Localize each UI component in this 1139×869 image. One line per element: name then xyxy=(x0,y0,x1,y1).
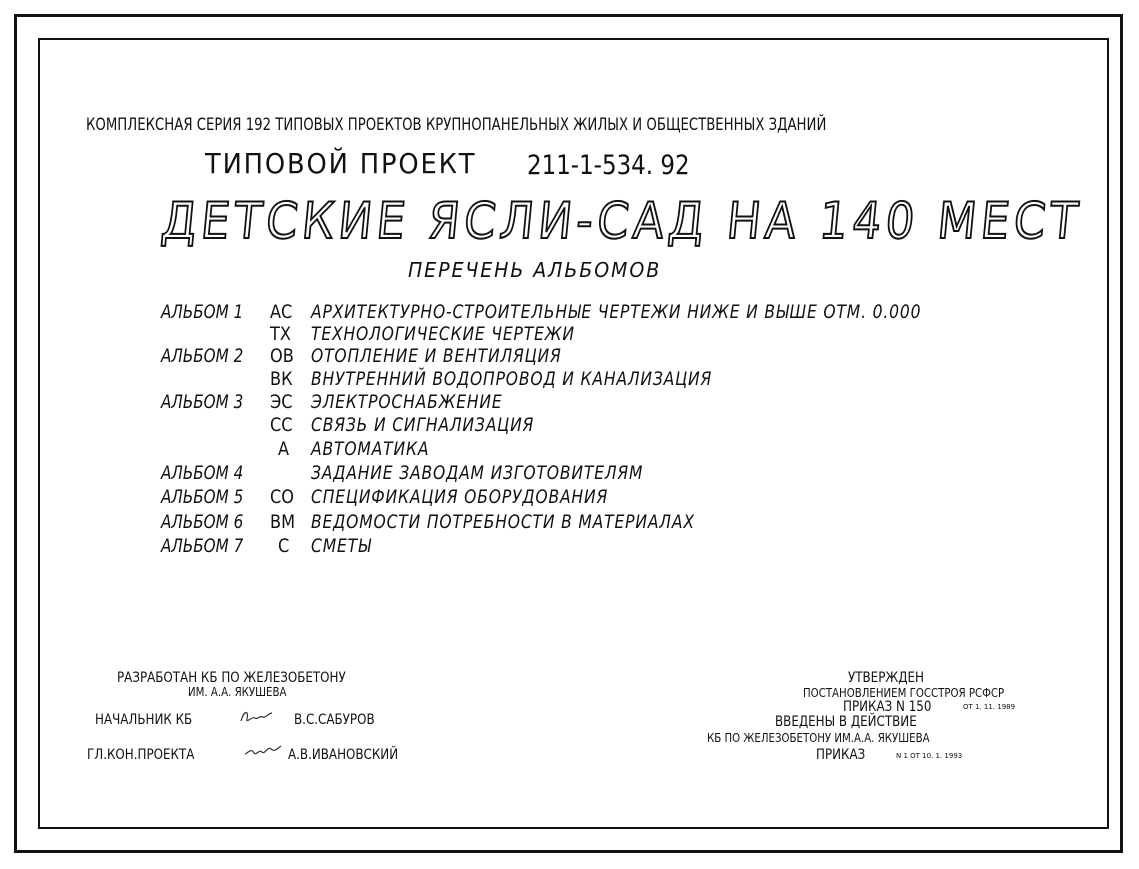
decree-text: ПОСТАНОВЛЕНИЕМ ГОССТРОЯ РСФСР xyxy=(803,686,1005,700)
album-label-7: АЛЬБОМ 7 xyxy=(161,535,244,557)
album-code-a: А xyxy=(278,438,290,460)
developer-line1: РАЗРАБОТАН КБ ПО ЖЕЛЕЗОБЕТОНУ xyxy=(117,670,346,686)
order2-detail-text: N 1 ОТ 10. 1. 1993 xyxy=(896,752,963,760)
enacted-text: ВВЕДЕНЫ В ДЕЙСТВИЕ xyxy=(775,714,917,730)
order2-text: ПРИКАЗ xyxy=(816,747,866,763)
chief-label: НАЧАЛЬНИК КБ xyxy=(95,712,193,728)
album-label-4: АЛЬБОМ 4 xyxy=(161,462,244,484)
developer-line2: ИМ. А.А. ЯКУШЕВА xyxy=(188,685,287,699)
album-label-5: АЛЬБОМ 5 xyxy=(161,486,244,508)
enacted-by-text: КБ ПО ЖЕЛЕЗОБЕТОНУ ИМ.А.А. ЯКУШЕВА xyxy=(707,731,930,745)
album-code-s: С xyxy=(278,535,290,557)
album-title-a: АВТОМАТИКА xyxy=(311,438,430,460)
album-label-1: АЛЬБОМ 1 xyxy=(161,301,244,323)
album-title-vk: ВНУТРЕННИЙ ВОДОПРОВОД И КАНАЛИЗАЦИЯ xyxy=(311,368,713,390)
album-label-2: АЛЬБОМ 2 xyxy=(161,345,244,367)
album-title-s: СМЕТЫ xyxy=(311,535,372,557)
album-code-so: СО xyxy=(270,486,294,508)
order-text: ПРИКАЗ N 150 xyxy=(843,699,932,715)
chief-signature-icon xyxy=(238,706,276,728)
main-title: ДЕТСКИЕ ЯСЛИ-САД НА 140 МЕСТ xyxy=(158,192,1085,250)
album-code-ac: АС xyxy=(270,301,293,323)
series-heading: КОМПЛЕКСНАЯ СЕРИЯ 192 ТИПОВЫХ ПРОЕКТОВ КРУПНОПАНЕЛЬНЫХ ЖИЛЫХ И ОБЩЕСТВЕННЫХ ЗДАНИЙ xyxy=(86,115,827,135)
engineer-name: А.В.ИВАНОВСКИЙ xyxy=(288,747,399,763)
album-label-6: АЛЬБОМ 6 xyxy=(161,511,244,533)
approved-text: УТВЕРЖДЕН xyxy=(848,670,924,686)
album-code-ov: ОВ xyxy=(270,345,294,367)
project-label: ТИПОВОЙ ПРОЕКТ xyxy=(205,147,477,180)
album-title-tx: ТЕХНОЛОГИЧЕСКИЕ ЧЕРТЕЖИ xyxy=(311,323,575,345)
album-title-4: ЗАДАНИЕ ЗАВОДАМ ИЗГОТОВИТЕЛЯМ xyxy=(311,462,644,484)
engineer-signature-icon xyxy=(243,740,283,762)
album-title-es: ЭЛЕКТРОСНАБЖЕНИЕ xyxy=(311,391,503,413)
album-code-ss: СС xyxy=(270,414,293,436)
chief-name: В.С.САБУРОВ xyxy=(294,712,375,728)
album-code-tx: ТХ xyxy=(270,323,291,345)
engineer-label: ГЛ.КОН.ПРОЕКТА xyxy=(87,747,195,763)
album-code-vk: ВК xyxy=(270,368,293,390)
album-title-ac: АРХИТЕКТУРНО-СТРОИТЕЛЬНЫЕ ЧЕРТЕЖИ НИЖЕ И ВЫШЕ ОТМ. 0.000 xyxy=(311,301,922,323)
albums-heading: ПЕРЕЧЕНЬ АЛЬБОМОВ xyxy=(408,258,662,282)
project-number: 211-1-534. 92 xyxy=(527,150,690,181)
album-code-vm: ВМ xyxy=(270,511,296,533)
album-title-ov: ОТОПЛЕНИЕ И ВЕНТИЛЯЦИЯ xyxy=(311,345,562,367)
order-date-text: ОТ 1. 11. 1989 xyxy=(963,703,1016,711)
album-title-ss: СВЯЗЬ И СИГНАЛИЗАЦИЯ xyxy=(311,414,535,436)
album-code-es: ЭС xyxy=(270,391,293,413)
album-title-vm: ВЕДОМОСТИ ПОТРЕБНОСТИ В МАТЕРИАЛАХ xyxy=(311,511,695,533)
album-title-so: СПЕЦИФИКАЦИЯ ОБОРУДОВАНИЯ xyxy=(311,486,609,508)
album-label-3: АЛЬБОМ 3 xyxy=(161,391,244,413)
